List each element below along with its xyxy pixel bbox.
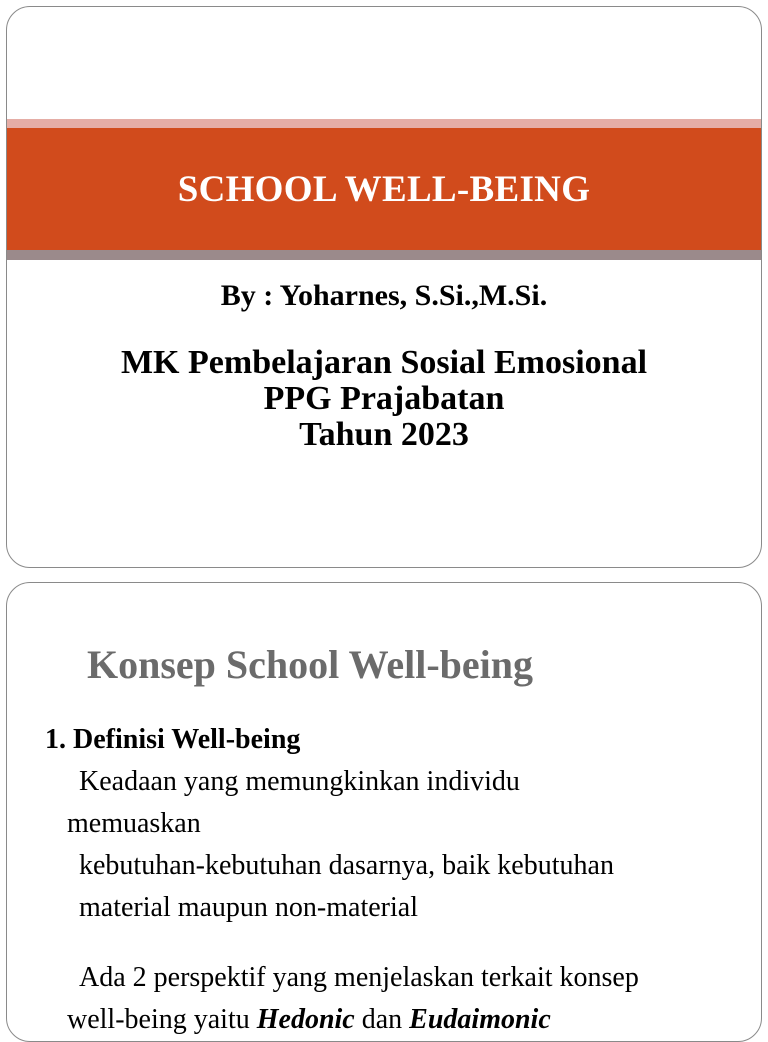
perspective-prefix: well-being yaitu (67, 1004, 257, 1035)
definition-line-3: kebutuhan-kebutuhan dasarnya, baik kebutuhan (79, 850, 614, 881)
section-heading: 1. Definisi Well-being (45, 724, 301, 755)
title-band-bottom-stripe (7, 250, 761, 260)
definition-line-2: memuaskan (67, 808, 201, 839)
definition-line-4: material maupun non-material (79, 892, 418, 923)
slide-title: SCHOOL WELL-BEING (177, 168, 591, 210)
title-band (7, 128, 761, 250)
title-band-top-stripe (7, 119, 761, 128)
slide-body (45, 719, 639, 1041)
term-eudaimonic: Eudaimonic (409, 1004, 551, 1035)
perspective-line-1: Ada 2 perspektif yang menjelaskan terkait konsep (79, 962, 639, 993)
course-info (7, 345, 761, 453)
definition-line-1: Keadaan yang memungkinkan individu (79, 766, 520, 797)
term-hedonic: Hedonic (256, 1004, 355, 1035)
perspective-line-2 (45, 999, 639, 1041)
course-line-2: PPG Prajabatan (263, 380, 505, 417)
paragraph-gap (45, 929, 639, 957)
author-line: By : Yoharnes, S.Si.,M.Si. (220, 279, 548, 312)
content-slide (6, 582, 762, 1042)
course-line-3: Tahun 2023 (299, 416, 469, 453)
slide-heading: Konsep School Well-being (87, 642, 534, 687)
perspective-connector: dan (354, 1004, 410, 1035)
title-slide (6, 6, 762, 568)
course-line-1: MK Pembelajaran Sosial Emosional (120, 344, 648, 381)
